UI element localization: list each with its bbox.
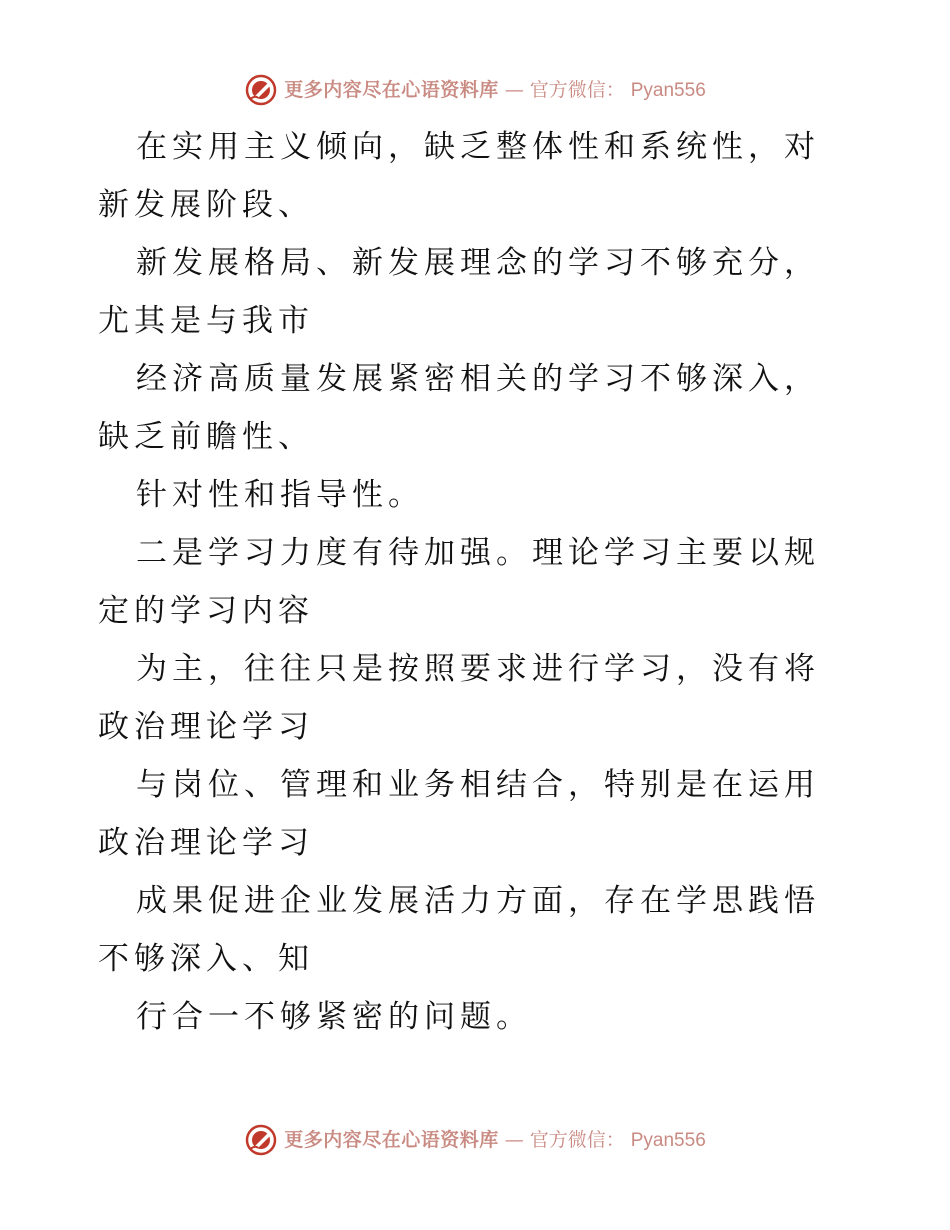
paragraph: 针对性和指导性。 (136, 477, 424, 513)
quill-seal-icon (244, 73, 278, 107)
paragraph: 与岗位、管理和业务相结合，特别是在运用政治理论学习 (98, 767, 820, 861)
paragraph: 经济高质量发展紧密相关的学习不够深入，缺乏前瞻性、 (98, 361, 820, 455)
watermark-text: 更多内容尽在心语资料库 (284, 1128, 499, 1151)
body-text (98, 118, 852, 1046)
watermark-wechat-label: 官方微信： (529, 78, 625, 101)
paragraph: 行合一不够紧密的问题。 (136, 999, 532, 1035)
header-watermark (0, 70, 950, 110)
watermark-wechat-label: 官方微信： (529, 1128, 625, 1151)
watermark-dash: — (504, 1128, 524, 1151)
paragraph: 为主，往往只是按照要求进行学习，没有将政治理论学习 (98, 651, 820, 745)
footer-watermark (0, 1120, 950, 1160)
watermark-text: 更多内容尽在心语资料库 (284, 78, 499, 101)
quill-seal-icon (244, 1123, 278, 1157)
paragraph: 在实用主义倾向，缺乏整体性和系统性，对新发展阶段、 (98, 129, 820, 223)
paragraph: 新发展格局、新发展理念的学习不够充分，尤其是与我市 (98, 245, 820, 339)
paragraph: 二是学习力度有待加强。理论学习主要以规定的学习内容 (98, 535, 820, 629)
watermark-wechat-id: Pyan556 (630, 79, 706, 101)
watermark-dash: — (504, 78, 524, 101)
watermark-wechat-id: Pyan556 (630, 1129, 706, 1151)
paragraph: 成果促进企业发展活力方面，存在学思践悟不够深入、知 (98, 883, 820, 977)
